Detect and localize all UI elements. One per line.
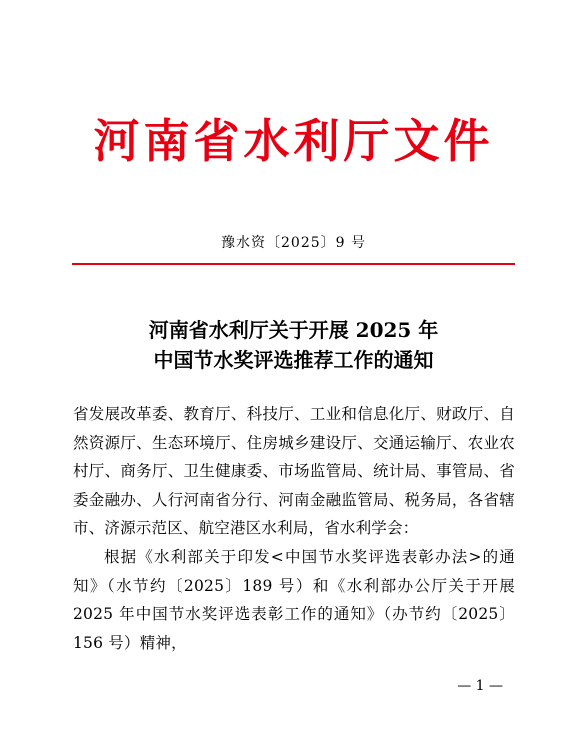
document-title — [0, 315, 587, 375]
body-paragraph: 根据《水利部关于印发<中国节水奖评选表彰办法>的通知》（水节约〔2025〕189 号）和《水利部办公厅关于开展 2025 年中国节水奖评选表彰工作的通知》（办节约〔2025〕156 号）精神， — [73, 547, 515, 652]
page-number: — 1 — — [457, 678, 503, 694]
issuer-header: 河南省水利厅文件 — [93, 114, 494, 168]
red-separator-line — [72, 263, 515, 265]
document-number: 豫水资〔2025〕9 号 — [221, 235, 366, 251]
title-line-1: 河南省水利厅关于开展 2025 年 — [148, 318, 439, 342]
recipients-paragraph: 省发展改革委、教育厅、科技厅、工业和信息化厅、财政厅、自然资源厅、生态环境厅、住房城乡建设厅、交通运输厅、农业农村厅、商务厅、卫生健康委、市场监管局、统计局、事管局、省委金融办、人行河南省分行、河南金融监管局、税务局，各省辖市、济源示范区、航空港区水利局，省水利学会： — [73, 405, 515, 538]
document-body — [73, 400, 515, 657]
title-line-2: 中国节水奖评选推荐工作的通知 — [153, 348, 434, 372]
